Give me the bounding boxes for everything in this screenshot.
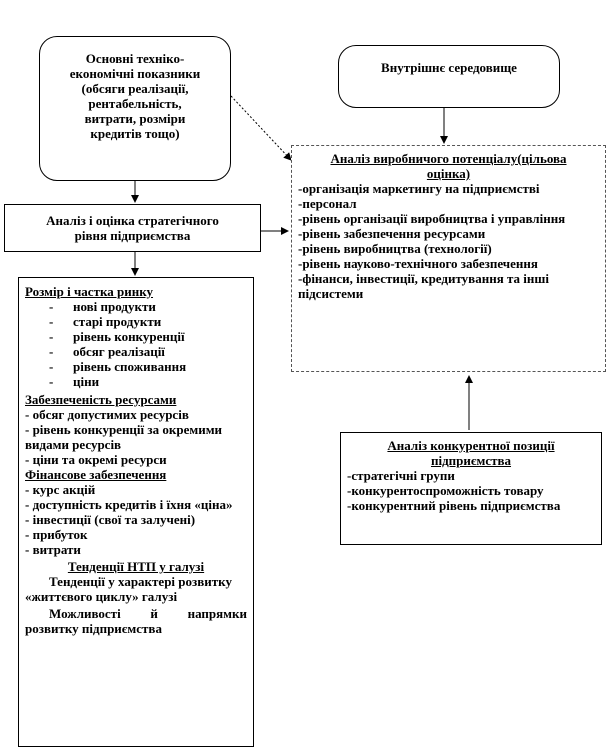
market-item-label: рівень споживання bbox=[73, 359, 187, 374]
competitive-position-item: -конкурентоспроможність товару bbox=[347, 483, 544, 498]
market-item: - рівень споживання bbox=[49, 359, 187, 374]
market-item: - старі продукти bbox=[49, 314, 162, 329]
market-item-label: ціни bbox=[73, 374, 100, 389]
main-indicators-line: економічні показники bbox=[69, 66, 201, 81]
production-potential-box bbox=[291, 145, 606, 372]
strategic-level-box bbox=[4, 204, 261, 252]
production-potential-item: -рівень виробництва (технології) bbox=[298, 241, 492, 256]
resources-item: - обсяг допустимих ресурсів bbox=[25, 407, 189, 422]
resources-item: - ціни та окремі ресурси bbox=[25, 452, 167, 467]
main-indicators-line: рентабельність, bbox=[88, 96, 182, 111]
market-item: - ціни bbox=[49, 374, 100, 389]
finance-title: Фінансове забезпечення bbox=[25, 467, 167, 482]
main-indicators-box bbox=[39, 36, 231, 181]
internal-environment-box bbox=[338, 45, 560, 108]
main-indicators-line: Основні техніко- bbox=[85, 51, 185, 66]
strategic-level-line: рівня підприємства bbox=[74, 228, 191, 243]
market-item-label: нові продукти bbox=[73, 299, 156, 314]
market-item-label: рівень конкуренції bbox=[73, 329, 185, 344]
production-potential-title: Аналіз виробничого потенціалу(цільова оцінка) bbox=[330, 151, 567, 181]
finance-item: - прибуток bbox=[25, 527, 88, 542]
market-item-label: старі продукти bbox=[73, 314, 162, 329]
production-potential-item: -фінанси, інвестиції, кредитування та інші підсистеми bbox=[298, 271, 549, 301]
competitive-position-box bbox=[340, 432, 602, 545]
market-item: - рівень конкуренції bbox=[49, 329, 185, 344]
resources-item: - рівень конкуренції за окремими видами ресурсів bbox=[25, 422, 223, 452]
strategic-level-line: Аналіз і оцінка стратегічного bbox=[46, 213, 219, 228]
production-potential-item: -рівень науково-технічного забезпечення bbox=[298, 256, 538, 271]
finance-item: - витрати bbox=[25, 542, 81, 557]
competitive-position-item: -стратегічні групи bbox=[347, 468, 455, 483]
ntp-title: Тенденції НТП у галузі bbox=[67, 559, 205, 574]
market-item: - нові продукти bbox=[49, 299, 156, 314]
finance-item: - курс акцій bbox=[25, 482, 96, 497]
production-potential-item: -організація маркетингу на підприємстві bbox=[298, 181, 540, 196]
competitive-position-title: Аналіз конкурентної позиції підприємства bbox=[387, 438, 555, 468]
internal-environment-title: Внутрішнє середовище bbox=[381, 60, 517, 75]
main-indicators-line: кредитів тощо) bbox=[90, 126, 180, 141]
market-analysis-box bbox=[18, 277, 254, 747]
production-potential-item: -персонал bbox=[298, 196, 357, 211]
competitive-position-item: -конкурентний рівень підприємства bbox=[347, 498, 561, 513]
resources-title: Забезпеченість ресурсами bbox=[25, 392, 177, 407]
finance-item: - доступність кредитів і їхня «ціна» bbox=[25, 497, 233, 512]
market-title: Розмір і частка ринку bbox=[25, 284, 154, 299]
market-item: - обсяг реалізації bbox=[49, 344, 165, 359]
market-item-label: обсяг реалізації bbox=[73, 344, 165, 359]
ntp-paragraph: Можливості й напрямки розвитку підприємства bbox=[25, 606, 247, 636]
main-indicators-line: (обсяги реалізації, bbox=[81, 81, 189, 96]
production-potential-item: -рівень забезпечення ресурсами bbox=[298, 226, 486, 241]
ntp-paragraph: Тенденції у характері розвитку «життєвого циклу» галузі bbox=[25, 574, 232, 604]
main-indicators-line: витрати, розміри bbox=[84, 111, 186, 126]
finance-item: - інвестиції (свої та залучені) bbox=[25, 512, 196, 527]
production-potential-item: -рівень організації виробництва і управління bbox=[298, 211, 566, 226]
arrow-indicators-to-potential bbox=[231, 96, 291, 160]
